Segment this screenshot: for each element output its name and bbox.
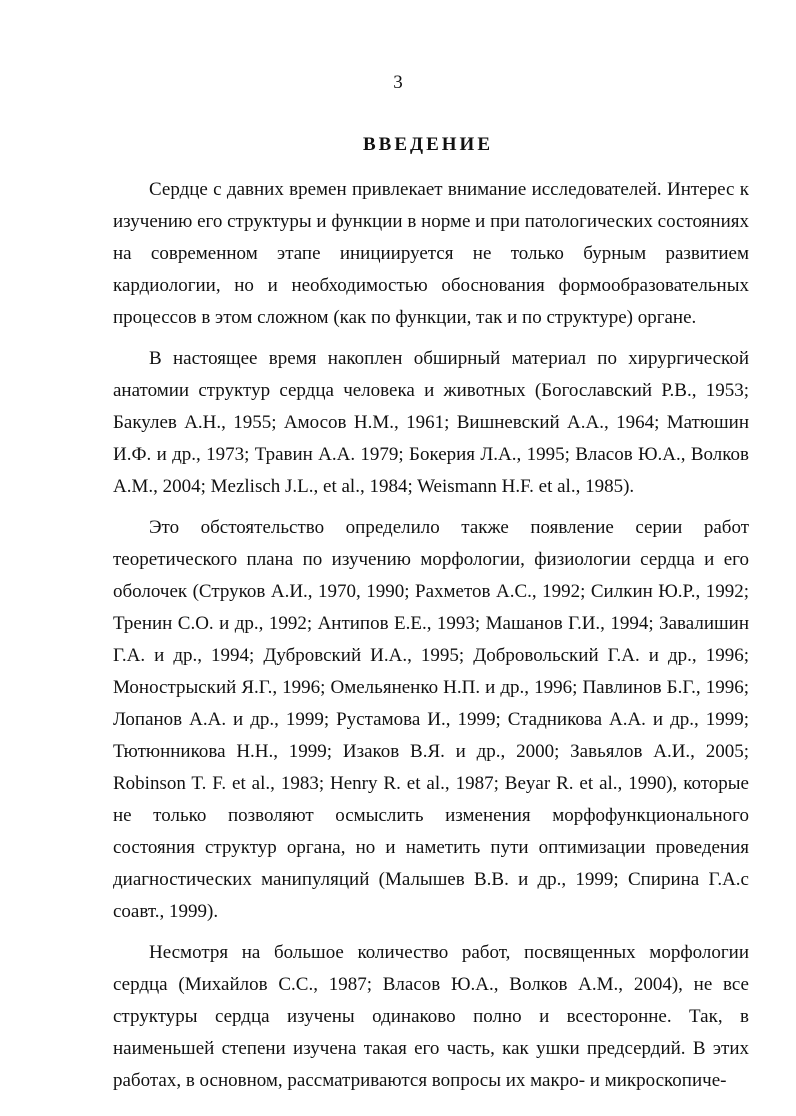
paragraph-3: Это обстоятельство определило также появление серии работ теоретического плана по изучению морфологии, физиологии сердца и его оболочек (Струков А.И., 1970, 1990; Рахметов А.С., 1992; Силкин Ю.Р., 1992; Тренин С.О. и др., 1992; Антипов Е.Е., 1993; Машанов Г.И., 1994; Завалишин Г.А. и др., 1994; Дубровский И.А., 1995; Добровольский Г.А. и др., 1996; Монострыский Я.Г., 1996; Омельяненко Н.П. и др., 1996; Павлинов Б.Г., 1996; Лопанов А.А. и др., 1999; Рустамова И., 1999; Стадникова А.А. и др., 1999; Тютюнникова Н.Н., 1999; Изаков В.Я. и др., 2000; Завьялов А.И., 2005; Robinson T. F. et al., 1983; Henry R. et al., 1987; Beyar R. et al., 1990), которые не только позволяют осмыслить изменения морфофункционального состояния структур органа, но и наметить пути оптимизации проведения диагностических манипуляций (Малышев В.В. и др., 1999; Спирина Г.А.с соавт., 1999). — [113, 517, 749, 922]
body-text — [113, 174, 749, 1106]
paragraph-4: Несмотря на большое количество работ, посвященных морфологии сердца (Михайлов С.С., 1987; Власов Ю.А., Волков А.М., 2004), не все структуры сердца изучены одинаково полно и всесторонне. Так, в наименьшей степени изучена такая его часть, как ушки предсердий. В этих работах, в основном, рассматриваются вопросы их макро- и микроскопиче- — [113, 942, 749, 1091]
paragraph-2: В настоящее время накоплен обширный материал по хирургической анатомии структур сердца человека и животных (Богославский Р.В., 1953; Бакулев А.Н., 1955; Амосов Н.М., 1961; Вишневский А.А., 1964; Матюшин И.Ф. и др., 1973; Травин А.А. 1979; Бокерия Л.А., 1995; Власов Ю.А., Волков А.М., 2004; Mezlisch J.L., et al., 1984; Weismann H.F. et al., 1985). — [113, 348, 749, 497]
section-heading: ВВЕДЕНИЕ — [363, 134, 493, 155]
page-number: 3 — [393, 72, 403, 93]
paragraph-1: Сердце с давних времен привлекает внимание исследователей. Интерес к изучению его структуры и функции в норме и при патологических состояниях на современном этапе инициируется не только бурным развитием кардиологии, но и необходимостью обоснования формообразовательных процессов в этом сложном (как по функции, так и по структуре) органе. — [113, 179, 749, 328]
